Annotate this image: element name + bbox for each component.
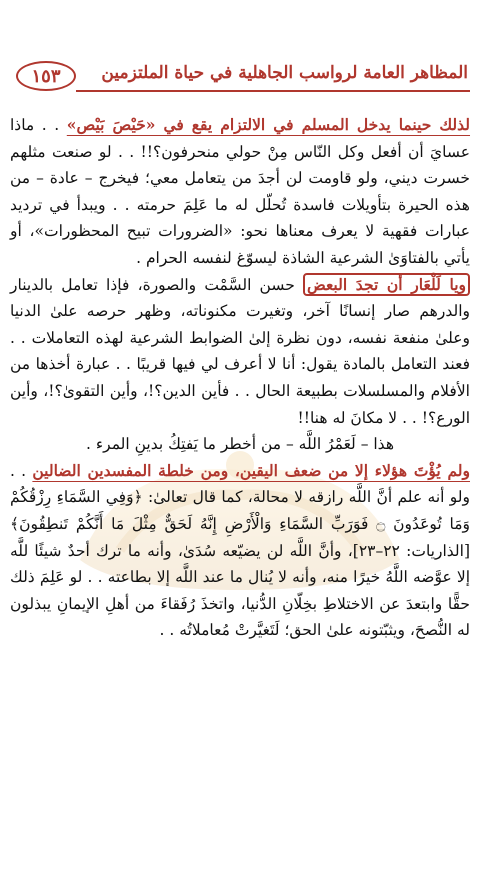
page-number: ١٥٣ <box>16 61 76 91</box>
paragraph-4-text: . . ولو أنه علم أنَّ اللَّه رازقه لا محالة، كما قال تعالىٰ: <box>10 461 470 507</box>
paragraph-1 <box>10 112 470 272</box>
header-rule <box>76 90 470 92</box>
paragraph-1-heading: لذلك حينما يدخل المسلم في الالتزام يقع في «حَيْصَ بَيْص» <box>66 115 471 134</box>
quran-reference: [الذاريات: ٢٢–٢٣] <box>352 541 470 560</box>
paragraph-1-text: . . ماذا عسايَ أن أفعل وكل النّاس مِنْ حولي منحرفون؟!! . . لو صنعت مثلهم خسرت ديني، ولو قاومت لن أجدَ من يتعامل معي؛ فيخرج – عادة – من هذه الحيرة بتأويلات فاسدة تُحلّل له ما عَلِمَ حرمته . . ويبدأ في ترديد عبارات فقهية لا يعرف معناها نحو: «الضرورات تبيح المحظورات»، أو يأتي بالفتاوَىٰ الشرعية الشاذة ليسوّغ لنفسه الحرام . <box>10 116 470 267</box>
quran-verse: ﴿وَفِي السَّمَاءِ رِزْقُكُمْ وَمَا تُوعَدُونَ ۝ فَوَرَبِّ السَّمَاءِ وَالْأَرْضِ إِنَّهُ لَحَقٌّ مِثْلَ مَا أَنَّكُمْ تَنطِقُونَ﴾ <box>10 488 470 533</box>
paragraph-2-heading: ويا لَلْعَار أن تجدَ البعض <box>303 273 470 296</box>
paragraph-3: هذا – لَعَمْرُ اللَّه – من أخطر ما يَفتِكُ بدينِ المرء . <box>86 435 394 454</box>
paragraph-4-ending: ، وأنَّ اللَّه لن يضيّعه سُدَىٰ، وأنه ما ترك أحدٌ شيئًا للَّه إلا عوَّضه اللَّهُ خيرًا منه، وأنه لا يُنال ما عند اللَّه إلا بطاعته . . لو عَلِمَ ذلك حقًّا وابتعدَ عن الاختلاطِ بخِلّانِ الدُّنيا، واتخذَ رُفَقاءَ من أهلِ الإيمانِ يبذلون له النُّصحَ، ويثبّتونه علىٰ الحق؛ لَتَغيَّرتْ مُعاملاتُه . . <box>10 541 470 640</box>
page-header <box>10 60 470 92</box>
running-title: المظاهر العامة لرواسب الجاهلية في حياة الملتزمين <box>101 63 468 83</box>
paragraph-2 <box>10 272 470 432</box>
paragraph-2-text: حسن السَّمْت والصورة، فإذا تعامل بالدينار والدرهم صار إنسانًا آخر، وتغيرت مكنوناته، وظهر حرصه علىٰ الدنيا وعلىٰ منفعة نفسه، دون نظرة إلىٰ الضوابط الشرعية لهذه التعاملات . . فعند التعامل بالمادة يقول: أنا لا أعرف لي فيها قريبًا . . عبارة أخذها من الأفلام والمسلسلات بطبيعة الحال . . فأين الدين؟!، وأين التقوىٰ؟!، وأين الورع؟! . . لا مكانَ له هنا!! <box>10 275 470 427</box>
page-body <box>10 112 470 644</box>
paragraph-4 <box>10 458 470 644</box>
paragraph-4-heading: ولم يُؤْتَ هؤلاء إلا من ضعف اليقين، ومن خلطة المفسدين الضالين <box>32 460 470 480</box>
